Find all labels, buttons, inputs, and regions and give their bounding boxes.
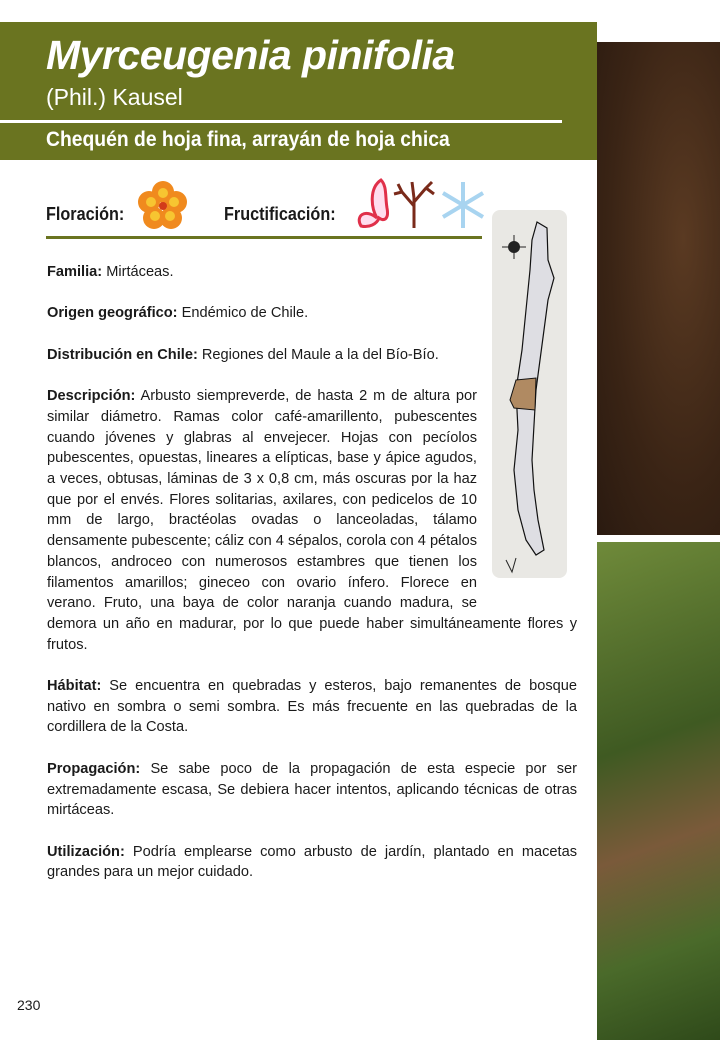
butterfly-icon bbox=[351, 178, 393, 230]
section-utilizacion bbox=[47, 842, 577, 883]
section-label: Distribución en Chile: bbox=[47, 346, 198, 363]
scientific-name: Myrceugenia pinifolia bbox=[46, 32, 455, 78]
section-text: Se sabe poco de la propagación de esta especie por ser extremadamente escasa, Se debiera hacer intentos, aplicando técnicas de otras mirtáceas. bbox=[47, 760, 577, 819]
author: (Phil.) Kausel bbox=[46, 84, 183, 110]
snowflake-icon bbox=[438, 180, 488, 230]
plant-photo-foliage bbox=[597, 542, 720, 1040]
phenology-bar bbox=[46, 178, 482, 239]
fruiting-label: Fructificación: bbox=[224, 204, 336, 224]
plant-photo-soil bbox=[597, 42, 720, 535]
section-label: Propagación: bbox=[47, 760, 141, 777]
section-text: Podría emplearse como arbusto de jardín, plantado en macetas grandes para un mejor cuidado. bbox=[47, 843, 577, 881]
bare-tree-icon bbox=[392, 178, 436, 230]
flower-icon bbox=[137, 180, 189, 232]
section-label: Hábitat: bbox=[47, 678, 102, 694]
section-label: Utilización: bbox=[47, 843, 125, 860]
section-habitat bbox=[47, 676, 577, 738]
compass-icon bbox=[502, 235, 526, 259]
section-text: Arbusto siempreverde, de hasta 2 m de altura por similar diámetro. Ramas color café-amarillento, pubescentes cuando jóvenes y glabras al envejecer. Hojas con pecíolos pubescentes, opuestas, lineares a elípticas, base y ápice agudos, a veces, obtusas, láminas de 3 x 0,8 cm, más oscuras por la haz que por el envés. Flores solitarias, axilares, con pedicelos de 10 mm de largo, bractéolas ovadas o lanceoladas, tálamo densamente pubescente; cáliz con 4 sépalos, corola con 4 pétalos blancos, androceo con numerosos estambres que tienen los filamentos amarillos; gineceo con ovario ínfero. Florece en verano. Fruto, una baya de color naranja cuando madura, se demora un año en madurar, por lo que puede haber simultáneamente flores y frutos. bbox=[47, 388, 577, 653]
species-header bbox=[0, 22, 597, 160]
description-body bbox=[47, 262, 577, 904]
section-label: Origen geográfico: bbox=[47, 305, 178, 322]
common-names: Chequén de hoja fina, arrayán de hoja chica bbox=[46, 128, 450, 151]
section-text: Mirtáceas. bbox=[102, 264, 174, 280]
divider bbox=[0, 120, 562, 123]
page-number: 230 bbox=[17, 997, 41, 1013]
section-text: Endémico de Chile. bbox=[177, 305, 309, 322]
section-propagacion bbox=[47, 759, 577, 821]
section-text: Se encuentra en quebradas y esteros, bajo remanentes de bosque nativo en sombra o semi sombra. Es más frecuente en las quebradas de la cordillera de la Costa. bbox=[47, 678, 577, 736]
section-label: Familia: bbox=[47, 264, 103, 280]
flowering-label: Floración: bbox=[46, 204, 125, 224]
section-label: Descripción: bbox=[47, 388, 136, 405]
section-text: Regiones del Maule a la del Bío-Bío. bbox=[197, 346, 439, 363]
